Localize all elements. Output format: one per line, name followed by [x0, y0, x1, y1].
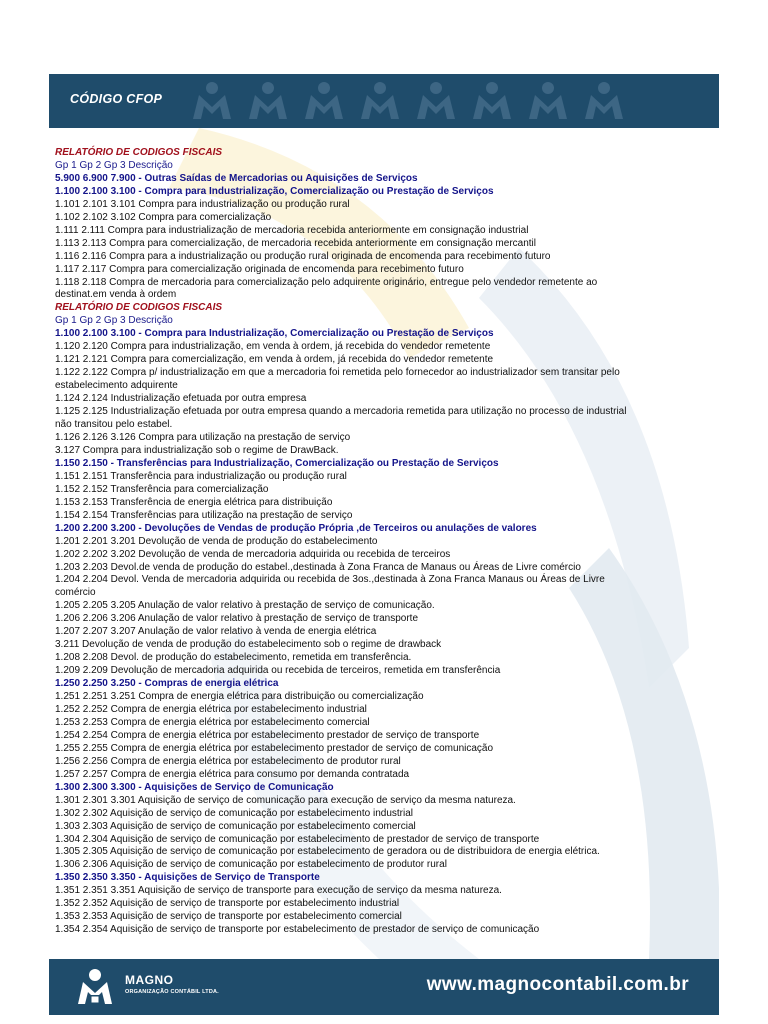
cfop-entry: 3.211 Devolução de venda de produção do estabelecimento sob o regime de drawback: [55, 639, 442, 651]
cfop-group-heading: 1.200 2.200 3.200 - Devoluções de Vendas de produção Própria ,de Terceiros ou anulações de valores: [55, 522, 537, 534]
cfop-group-heading: 1.300 2.300 3.300 - Aquisições de Serviço de Comunicação: [55, 781, 334, 793]
magno-logo-icon: [299, 79, 349, 123]
cfop-entry: 1.121 2.121 Compra para comercialização, em venda à ordem, já recebida do vendedor remetente: [55, 354, 494, 366]
magno-logo-icon: [355, 79, 405, 123]
cfop-entry: 1.354 2.354 Aquisição de serviço de transporte por estabelecimento de prestador de serviço de comunicação: [55, 924, 540, 936]
cfop-group-heading: 5.900 6.900 7.900 - Outras Saídas de Mercadorias ou Aquisições de Serviços: [55, 172, 418, 184]
cfop-entry: 1.301 2.301 3.301 Aquisição de serviço de comunicação para execução de serviço da mesma natureza.: [55, 794, 516, 806]
page-footer: [49, 959, 719, 1015]
magno-logo-icon: [411, 79, 461, 123]
magno-logo-icon: [243, 79, 293, 123]
page-title: CÓDIGO CFOP: [70, 92, 163, 106]
cfop-group-heading: 1.350 2.350 3.350 - Aquisições de Serviço de Transporte: [55, 872, 320, 884]
cfop-entry: 1.102 2.102 3.102 Compra para comercialização: [55, 211, 272, 223]
footer-brand-sub: ORGANIZAÇÃO CONTÁBIL LTDA.: [125, 989, 219, 995]
magno-logo-icon: [579, 79, 629, 123]
cfop-entry: 1.207 2.207 3.207 Anulação de valor relativo à venda de energia elétrica: [55, 626, 377, 638]
cfop-entry: 1.306 2.306 Aquisição de serviço de comunicação por estabelecimento de produtor rural: [55, 859, 447, 871]
cfop-entry: 3.127 Compra para industrialização sob o regime de DrawBack.: [55, 444, 339, 456]
cfop-group-heading: 1.100 2.100 3.100 - Compra para Industrialização, Comercialização ou Prestação de Serviços: [55, 185, 494, 197]
cfop-entry: 1.205 2.205 3.205 Anulação de valor relativo à prestação de serviço de comunicação.: [55, 600, 435, 612]
cfop-entry: 1.254 2.254 Compra de energia elétrica por estabelecimento prestador de serviço de transporte: [55, 729, 480, 741]
magno-logo-icon: [187, 79, 237, 123]
cfop-entry: 1.251 2.251 3.251 Compra de energia elétrica para distribuição ou comercialização: [55, 691, 424, 703]
cfop-entry: 1.101 2.101 3.101 Compra para industrialização ou produção rural: [55, 198, 350, 210]
cfop-entry: 1.118 2.118 Compra de mercadoria para comercialização pelo adquirente originário, entregue pelo vendedor remetente ao: [55, 276, 598, 288]
cfop-entry: 1.203 2.203 Devol.de venda de produção do estabel.,destinada à Zona Franca de Manaus ou Áreas de Livre comércio: [55, 561, 581, 573]
report-heading: RELATÓRIO DE CODIGOS FISCAIS: [55, 302, 223, 314]
cfop-entry: 1.353 2.353 Aquisição de serviço de transporte por estabelecimento comercial: [55, 911, 402, 923]
cfop-entry: 1.151 2.151 Transferência para industrialização ou produção rural: [55, 470, 347, 482]
magno-logo-icon: [75, 967, 115, 1007]
cfop-entry: 1.202 2.202 3.202 Devolução de venda de mercadoria adquirida ou recebida de terceiros: [55, 548, 451, 560]
cfop-group-heading: 1.250 2.250 3.250 - Compras de energia elétrica: [55, 678, 279, 690]
cfop-entry: comércio: [55, 587, 96, 599]
cfop-entry: destinat.em venda à ordem: [55, 289, 177, 301]
document-page: [49, 74, 719, 1015]
cfop-entry: 1.152 2.152 Transferência para comercialização: [55, 483, 269, 495]
cfop-entry: 1.305 2.305 Aquisição de serviço de comunicação por estabelecimento de geradora ou de distribuidora de energia elétrica.: [55, 846, 600, 858]
cfop-entry: não transitou pelo estabel.: [55, 419, 173, 431]
cfop-entry: 1.122 2.122 Compra p/ industrialização em que a mercadoria foi remetida pelo fornecedor ao industrializador sem transitar pelo: [55, 367, 620, 379]
cfop-entry: 1.252 2.252 Compra de energia elétrica por estabelecimento industrial: [55, 703, 367, 715]
cfop-group-heading: 1.150 2.150 - Transferências para Industrialização, Comercialização ou Prestação de Serviços: [55, 457, 499, 469]
magno-logo-icon: [523, 79, 573, 123]
page-header: [49, 74, 719, 128]
report-heading: RELATÓRIO DE CODIGOS FISCAIS: [55, 147, 223, 158]
cfop-entry: 1.208 2.208 Devol. de produção do estabelecimento, remetida em transferência.: [55, 652, 412, 664]
cfop-entry: 1.113 2.113 Compra para comercialização, de mercadoria recebida anteriormente em consignação mercantil: [55, 237, 536, 249]
cfop-entry: 1.206 2.206 3.206 Anulação de valor relativo à prestação de serviço de transporte: [55, 613, 419, 625]
cfop-entry: 1.351 2.351 3.351 Aquisição de serviço de transporte para execução de serviço da mesma natureza.: [55, 885, 502, 897]
cfop-entry: 1.303 2.303 Aquisição de serviço de comunicação por estabelecimento comercial: [55, 820, 416, 832]
cfop-entry: 1.304 2.304 Aquisição de serviço de comunicação por estabelecimento de prestador de serviço de transporte: [55, 833, 540, 845]
cfop-entry: 1.253 2.253 Compra de energia elétrica por estabelecimento comercial: [55, 716, 370, 728]
column-header: Gp 1 Gp 2 Gp 3 Descrição: [55, 315, 173, 327]
cfop-entry: 1.124 2.124 Industrialização efetuada por outra empresa: [55, 393, 307, 405]
header-logo-pattern: [187, 79, 629, 123]
cfop-entry: estabelecimento adquirente: [55, 380, 178, 392]
cfop-entry: 1.111 2.111 Compra para industrialização de mercadoria recebida anteriormente em consignação industrial: [55, 224, 529, 236]
magno-logo-icon: [467, 79, 517, 123]
cfop-group-heading: 1.100 2.100 3.100 - Compra para Industrialização, Comercialização ou Prestação de Serviços: [55, 328, 494, 340]
cfop-entry: 1.209 2.209 Devolução de mercadoria adquirida ou recebida de terceiros, remetida em transferência: [55, 665, 501, 677]
cfop-entry: 1.201 2.201 3.201 Devolução de venda de produção do estabelecimento: [55, 535, 378, 547]
cfop-entry: 1.352 2.352 Aquisição de serviço de transporte por estabelecimento industrial: [55, 898, 400, 910]
cfop-entry: 1.302 2.302 Aquisição de serviço de comunicação por estabelecimento industrial: [55, 807, 413, 819]
column-header: Gp 1 Gp 2 Gp 3 Descrição: [55, 159, 173, 171]
cfop-entry: 1.125 2.125 Industrialização efetuada por outra empresa quando a mercadoria remetida para utilização no processo de industrial: [55, 406, 627, 418]
cfop-entry: 1.256 2.256 Compra de energia elétrica por estabelecimento de produtor rural: [55, 755, 401, 767]
cfop-report-body: [55, 147, 715, 937]
cfop-entry: 1.120 2.120 Compra para industrialização, em venda à ordem, já recebida do vendedor remetente: [55, 341, 491, 353]
cfop-entry: 1.204 2.204 Devol. Venda de mercadoria adquirida ou recebida de 3os.,destinada à Zona Franca Manaus ou Áreas de Livre: [55, 574, 605, 586]
cfop-entry: 1.257 2.257 Compra de energia elétrica para consumo por demanda contratada: [55, 768, 410, 780]
footer-website-link[interactable]: www.magnocontabil.com.br: [426, 974, 689, 995]
cfop-entry: 1.126 2.126 3.126 Compra para utilização na prestação de serviço: [55, 431, 351, 443]
cfop-entry: 1.154 2.154 Transferências para utilização na prestação de serviço: [55, 509, 353, 521]
cfop-entry: 1.255 2.255 Compra de energia elétrica por estabelecimento prestador de serviço de comunicação: [55, 742, 494, 754]
footer-brand: MAGNO: [125, 973, 174, 987]
cfop-entry: 1.153 2.153 Transferência de energia elétrica para distribuição: [55, 496, 333, 508]
cfop-entry: 1.117 2.117 Compra para comercialização originada de encomenda para recebimento futuro: [55, 263, 464, 275]
cfop-entry: 1.116 2.116 Compra para a industrialização ou produção rural originada de encomenda para recebimento futuro: [55, 250, 551, 262]
